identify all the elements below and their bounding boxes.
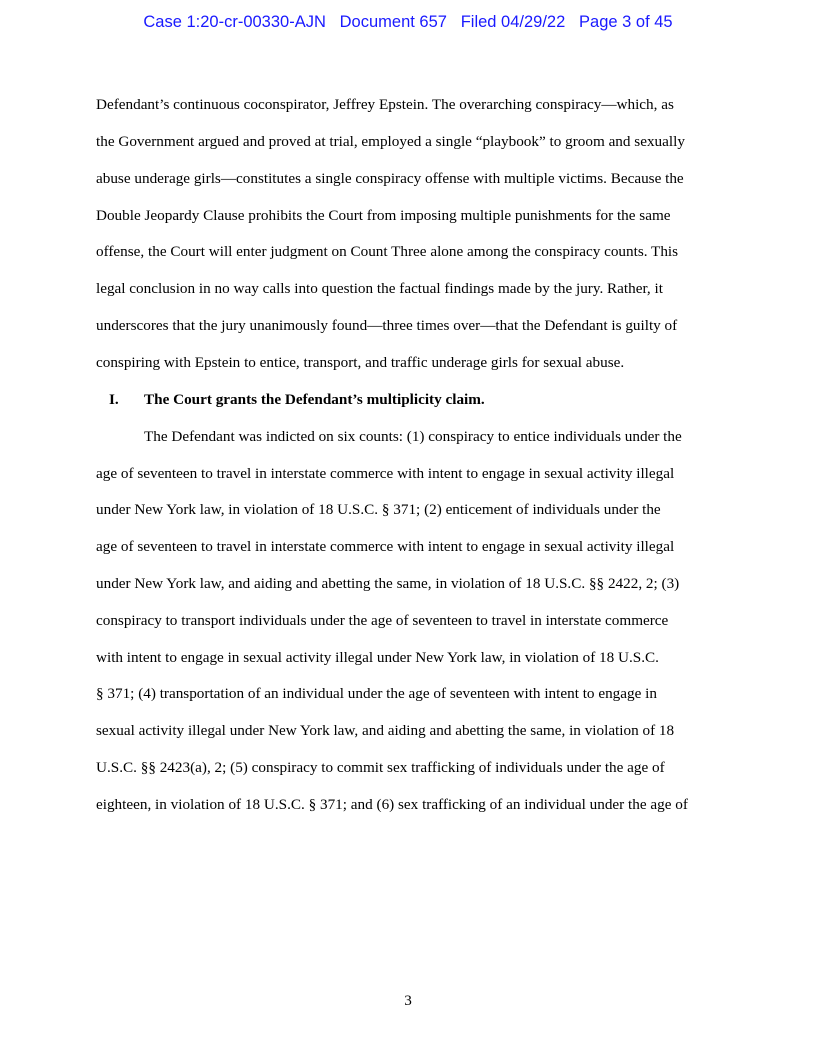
paragraph-1-line-2: the Government argued and proved at trial, employed a single “playbook” to groom and sexually xyxy=(96,133,685,150)
paragraph-2-line-7: with intent to engage in sexual activity illegal under New York law, in violation of 18 U.S.C. xyxy=(96,649,659,666)
section-number: I. xyxy=(109,391,119,408)
paragraph-2-line-11: eighteen, in violation of 18 U.S.C. § 371; and (6) sex trafficking of an individual under the age of xyxy=(96,796,688,813)
page-number: 3 xyxy=(404,992,412,1009)
paragraph-2-line-2: age of seventeen to travel in interstate commerce with intent to engage in sexual activity illegal xyxy=(96,465,675,482)
paragraph-1-line-4: Double Jeopardy Clause prohibits the Court from imposing multiple punishments for the same xyxy=(96,207,671,224)
case-header: Case 1:20-cr-00330-AJN Document 657 Filed 04/29/22 Page 3 of 45 xyxy=(143,13,673,31)
section-title: The Court grants the Defendant’s multiplicity claim. xyxy=(144,391,485,408)
paragraph-1-line-3: abuse underage girls—constitutes a single conspiracy offense with multiple victims. Because the xyxy=(96,170,684,187)
paragraph-2-line-5: under New York law, and aiding and abetting the same, in violation of 18 U.S.C. §§ 2422, 2; (3) xyxy=(96,575,680,592)
paragraph-1-line-7: underscores that the jury unanimously found—three times over—that the Defendant is guilty of xyxy=(96,317,678,334)
paragraph-1-line-1: Defendant’s continuous coconspirator, Jeffrey Epstein. The overarching conspiracy—which, as xyxy=(96,96,674,113)
paragraph-2-line-6: conspiracy to transport individuals under the age of seventeen to travel in interstate commerce xyxy=(96,612,669,629)
paragraph-2-line-1: The Defendant was indicted on six counts: (1) conspiracy to entice individuals under the xyxy=(144,428,682,445)
paragraph-1-line-8: conspiring with Epstein to entice, transport, and traffic underage girls for sexual abuse. xyxy=(96,354,625,371)
paragraph-2-line-3: under New York law, in violation of 18 U.S.C. § 371; (2) enticement of individuals under the xyxy=(96,501,661,518)
paragraph-2-line-4: age of seventeen to travel in interstate commerce with intent to engage in sexual activity illegal xyxy=(96,538,675,555)
paragraph-1-line-6: legal conclusion in no way calls into question the factual findings made by the jury. Rather, it xyxy=(96,280,663,297)
paragraph-2-line-10: U.S.C. §§ 2423(a), 2; (5) conspiracy to commit sex trafficking of individuals under the age of xyxy=(96,759,665,776)
paragraph-2-line-9: sexual activity illegal under New York law, and aiding and abetting the same, in violation of 18 xyxy=(96,722,675,739)
paragraph-1-line-5: offense, the Court will enter judgment on Count Three alone among the conspiracy counts. This xyxy=(96,243,679,260)
paragraph-2-line-8: § 371; (4) transportation of an individual under the age of seventeen with intent to engage in xyxy=(96,685,657,702)
